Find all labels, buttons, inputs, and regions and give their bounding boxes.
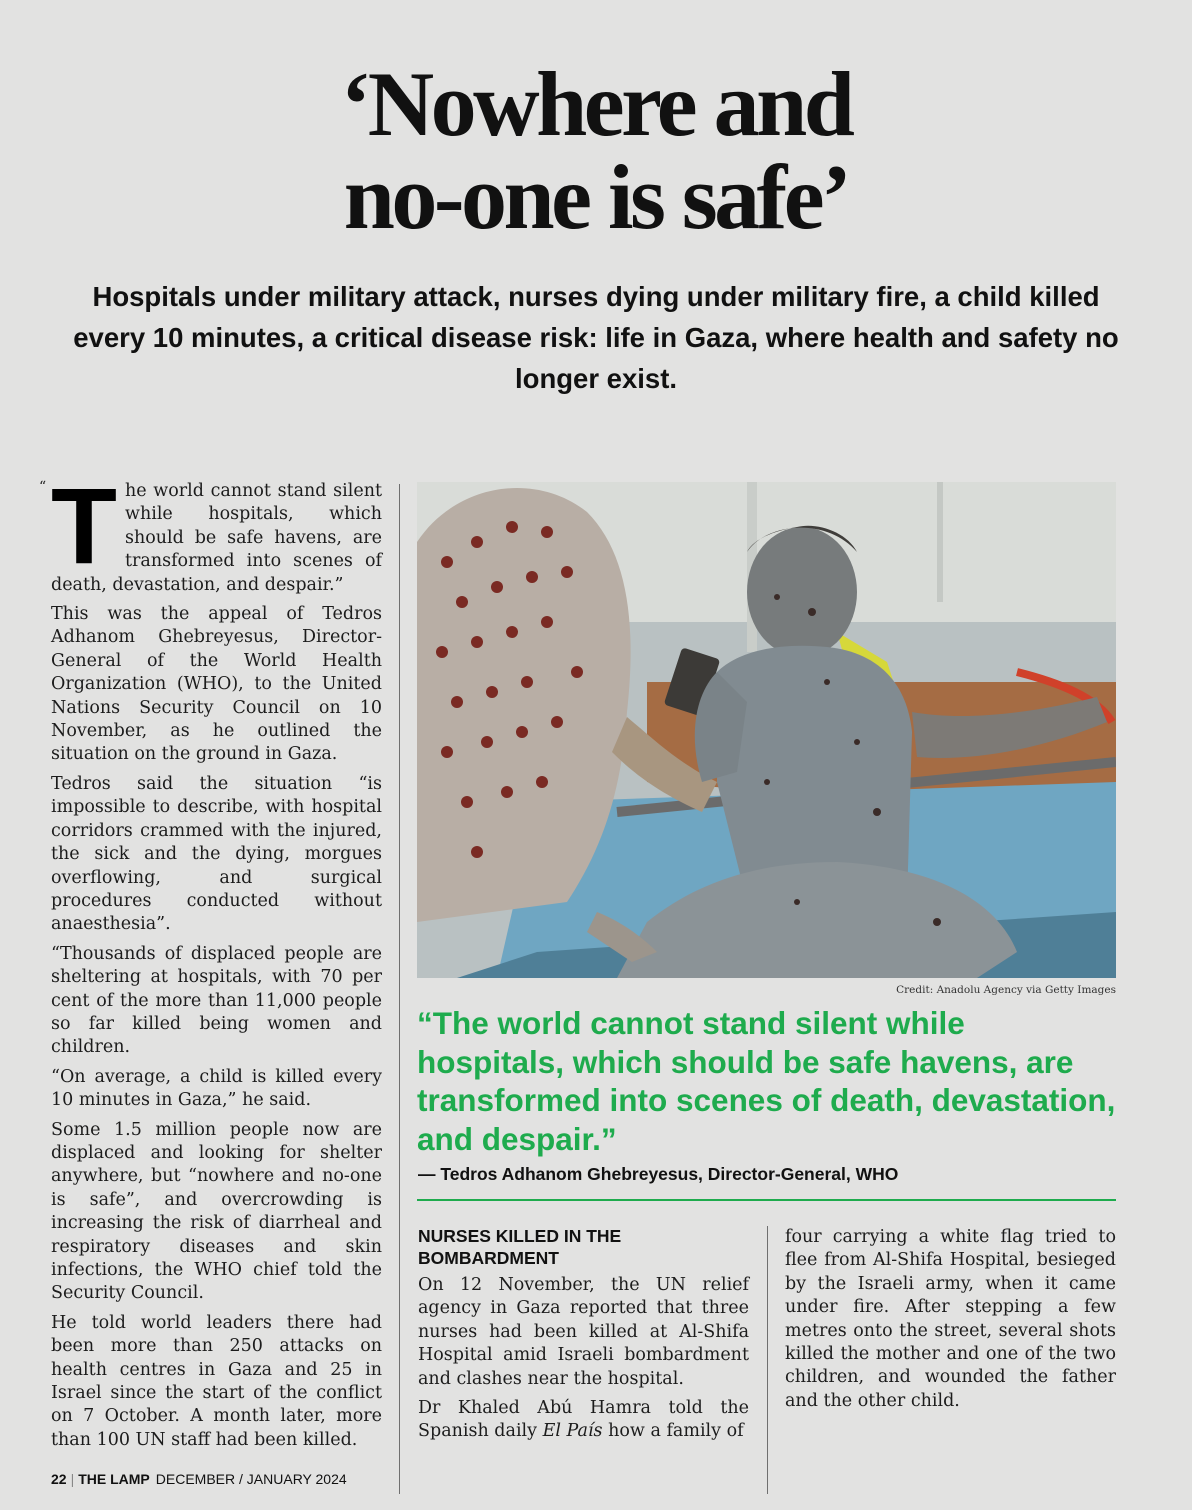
- headline-line-2: no-one is safe’: [343, 146, 849, 248]
- left-column: [39, 465, 382, 1458]
- pull-quote-attribution: — Tedros Adhanom Ghebreyesus, Director-General, WHO: [418, 1164, 899, 1184]
- column-divider: [399, 484, 400, 1494]
- opening-paragraph-wrap: [39, 465, 382, 597]
- body-paragraph: he world cannot stand silent while hospitals, which should be safe havens, are transformed into scenes of death, devastation, and despair.”: [51, 481, 382, 595]
- photo-illustration: [417, 482, 1116, 978]
- body-paragraph: [418, 1397, 749, 1444]
- column-divider: [767, 1226, 768, 1494]
- right-column: [785, 1226, 1116, 1413]
- photo-credit: Credit: Anadolu Agency via Getty Images: [896, 984, 1116, 996]
- section-subhead: NURSES KILLED IN THE BOMBARDMENT: [418, 1226, 622, 1268]
- body-paragraph: He told world leaders there had been more than 250 attacks on health centres in Gaza and 25 in Israel since the start of the conflict on 7 October. A month later, more than 100 UN staff had been killed.: [51, 1312, 382, 1450]
- drop-cap: T: [51, 465, 117, 586]
- green-divider: [417, 1199, 1116, 1201]
- body-paragraph: Tedros said the situation “is impossible to describe, with hospital corridors crammed with the injured, the sick and the dying, morgues overflowing, and surgical procedures conducted without anaesthesia”.: [51, 773, 382, 935]
- footer-separator: |: [70, 1471, 75, 1487]
- body-paragraph: On 12 November, the UN relief agency in Gaza reported that three nurses had been killed at Al-Shifa Hospital amid Israeli bombardment and clashes near the hospital.: [418, 1275, 749, 1389]
- body-paragraph: four carrying a white flag tried to flee from Al-Shifa Hospital, besieged by the Israeli army, when it came under fire. After stepping a few metres onto the street, several shots killed the mother and one of the two children, and wounded the father and the other child.: [785, 1227, 1116, 1411]
- body-paragraph: Some 1.5 million people now are displaced and looking for shelter anywhere, but “nowhere and no-one is safe”, and overcrowding is increasing the risk of diarrheal and respiratory diseases and skin infections, the WHO chief told the Security Council.: [51, 1119, 382, 1304]
- article-photo: [417, 482, 1116, 978]
- body-text: Dr Khaled Abú Hamra told the Spanish daily: [418, 1398, 749, 1442]
- body-paragraph: “On average, a child is killed every 10 minutes in Gaza,” he said.: [51, 1066, 382, 1111]
- page-number: 22: [51, 1471, 67, 1487]
- headline: [0, 53, 1192, 248]
- opening-quote-mark: “: [39, 479, 47, 495]
- body-text: how a family of: [602, 1421, 744, 1442]
- headline-line-1: ‘Nowhere and: [340, 53, 852, 155]
- standfirst: Hospitals under military attack, nurses dying under military fire, a child killed every 10 minutes, a critical disease risk: life in Gaza, where health and safety no longer exist.: [73, 281, 1119, 394]
- pull-quote: “The world cannot stand silent while hospitals, which should be safe havens, are transformed into scenes of death, devastation, and despair.”: [417, 1005, 1116, 1157]
- publication-name: El País: [542, 1421, 603, 1442]
- issue-date: DECEMBER / JANUARY 2024: [155, 1471, 347, 1487]
- middle-column: [418, 1274, 749, 1450]
- body-paragraph: “Thousands of displaced people are sheltering at hospitals, with 70 per cent of the more than 11,000 people so far killed being women and children.: [51, 943, 382, 1058]
- body-paragraph: This was the appeal of Tedros Adhanom Ghebreyesus, Director-General of the World Health Organization (WHO), to the United Nations Security Council on 10 November, as he outlined the situation on the ground in Gaza.: [51, 604, 382, 765]
- magazine-name: THE LAMP: [78, 1471, 150, 1487]
- page-footer: [51, 1471, 347, 1487]
